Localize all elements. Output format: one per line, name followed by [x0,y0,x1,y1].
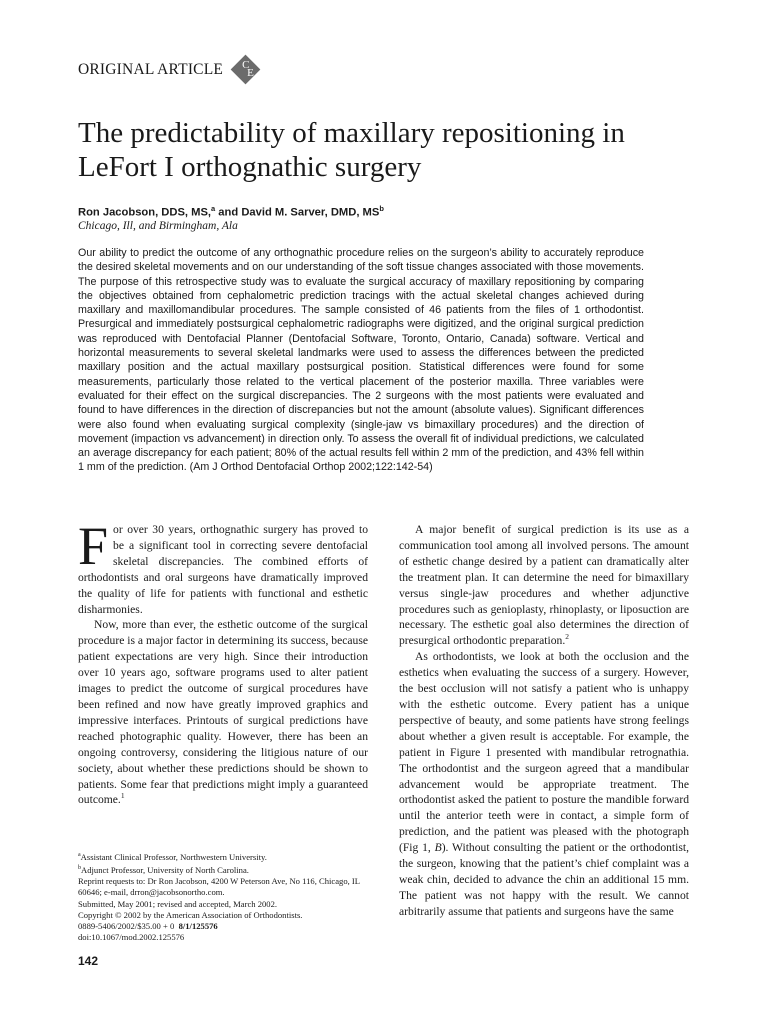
issn-code: 8/1/125576 [178,920,218,931]
footnote-mark: b [78,865,81,872]
body-paragraph [399,649,689,919]
page-number: 142 [78,954,99,968]
author-line [78,204,384,219]
citation-ref: 1 [120,791,125,801]
copyright-line: Copyright © 2002 by the American Association of Orthodontists. [78,909,303,920]
footnotes [78,850,378,943]
body-paragraph [78,516,368,617]
paragraph-text: As orthodontists, we look at both the occlusion and the esthetics when evaluating the success of a surgery. However, the best occlusion will not satisfy a patient who is unhappy with the esthetic outcome. Every patient has a unique perspective of beauty, and some patients have strong feelings about whether a given result is acceptable. For example, the patient in Figure 1 presented with mandibular retrognathia. The orthodontist and the surgeon agreed that a mandibular advancement would be appropriate treatment. The orthodontist asked the patient to posture the mandible forward until the anterior teeth were in contact, a simple form of prediction, and the patient was pleased with the photograph (Fig 1, [399,650,689,855]
body-paragraph [399,522,689,649]
citation-ref: 2 [565,632,569,642]
body-paragraph [78,617,368,808]
author-1-mark: a [211,204,216,213]
author-location: Chicago, Ill, and Birmingham, Ala [78,220,238,232]
ce-letter-c: C [242,59,250,71]
issn-line: 0889-5406/2002/$35.00 + 0 8/1/125576 [78,920,218,931]
paragraph-text: ). Without consulting the patient or the orthodontist, the surgeon, knowing that the patient’s chief complaint was a weak chin, decided to advance the chin an additional 15 mm. The patient was not happy with the result. We cannot arbitrarily assume that patients and surgeons have the same [399,841,689,918]
author-1: Ron Jacobson, DDS, MS, [78,206,212,219]
article-header [78,58,261,82]
author-connector: and [215,206,242,219]
figure-panel-ref: B [434,841,442,855]
paragraph-text: or over 30 years, orthognathic surgery has proved to be a significant tool in correcting severe dentofacial skeletal discrepancies. The combined efforts of orthodontists and oral surgeons have dramatically improved the quality of life for patients with functional and esthetic disharmonies. [78,523,368,616]
reprint-email: 60646; e-mail, drron@jacobsonortho.com. [78,887,225,898]
article-type-label: ORIGINAL ARTICLE [78,61,224,78]
body-column-right [399,522,689,920]
ce-badge-icon [231,55,261,85]
paragraph-text: Now, more than ever, the esthetic outcome of the surgical procedure is a major factor in determining its success, because patient expectations are very high. Since their introduction over 10 years ago, software programs used to alter patient images to predict the outcome of surgical procedures have been refined and now have greatly improved graphics and impressive interfaces. Printouts of surgical predictions have reached photographic quality. However, there has been an ongoing controversy, considering the litigious nature of our society, about whether these predictions should be shown to patients. Some fear that predictions might imply a guaranteed outcome. [78,618,368,807]
abstract: Our ability to predict the outcome of any orthognathic procedure relies on the surgeon’s ability to accurately reproduce the desired skeletal movements and on our understanding of the soft tissue changes associated with those movements. The purpose of this retrospective study was to evaluate the surgical accuracy of maxillary repositioning by comparing the objectives obtained from cephalometric prediction tracings with the actual skeletal changes achieved during maxillary and maxillomandibular procedures. The sample consisted of 46 patients from the files of 1 orthodontist. Presurgical and immediately postsurgical cephalometric radiographs were digitized, and the original surgical prediction was reproduced with Dentofacial Planner (Dentofacial Software, Toronto, Ontario, Canada) software. Vertical and horizontal measurements to several skeletal landmarks were used to assess the differences between the predicted maxillary position and the actual maxillary postsurgical position. Statistical differences were found for some measurements, particularly those related to the vertical placement of the posterior maxilla. Three variables were evaluated for their effect on the surgical discrepancies. The 2 surgeons with the most patients were evaluated and found to have differences in the direction of discrepancies but not the amount (absolute values). Significant differences were also found when evaluating surgical complexity (single-jaw vs bimaxillary procedures) and the direction of movement (impaction vs advancement) in direction only. To assess the overall fit of individual predictions, we calculated an average discrepancy for each patient; 80% of the actual results fell within 2 mm of the prediction, and 43% fell within 1 mm of the prediction. (Am J Orthod Dentofacial Orthop 2002;122:142-54) [78,247,644,474]
footnote-b: $^b$Adjunct Professor, University of North Carolina. [78,864,249,875]
doi-line: doi:10.1067/mod.2002.125576 [78,932,185,943]
footnote-mark: a [78,852,81,858]
submission-dates: Submitted, May 2001; revised and accepted, March 2002. [78,898,278,909]
footnote-a: $^a$Assistant Clinical Professor, Northwestern University. [78,851,267,862]
reprint-requests: Reprint requests to: Dr Ron Jacobson, 4200 W Peterson Ave, No 116, Chicago, IL [78,876,361,887]
ce-letter-e: E [247,67,254,79]
drop-cap: F [78,516,109,576]
author-2: David M. Sarver, DMD, MS [241,206,380,219]
article-title: The predictability of maxillary repositioning in LeFort I orthognathic surgery [78,117,625,183]
author-2-mark: b [379,204,384,213]
paragraph-text: A major benefit of surgical prediction is its use as a communication tool among all involved persons. The amount of esthetic change desired by a patient can dramatically alter the treatment plan. It can determine the need for bimaxillary versus single-jaw procedures and whether adjunctive procedures such as genioplasty, rhinoplasty, or liposuction are necessary. The esthetic goal also determines the direction of presurgical orthodontic preparation. [399,523,689,648]
body-column-left [78,516,368,808]
